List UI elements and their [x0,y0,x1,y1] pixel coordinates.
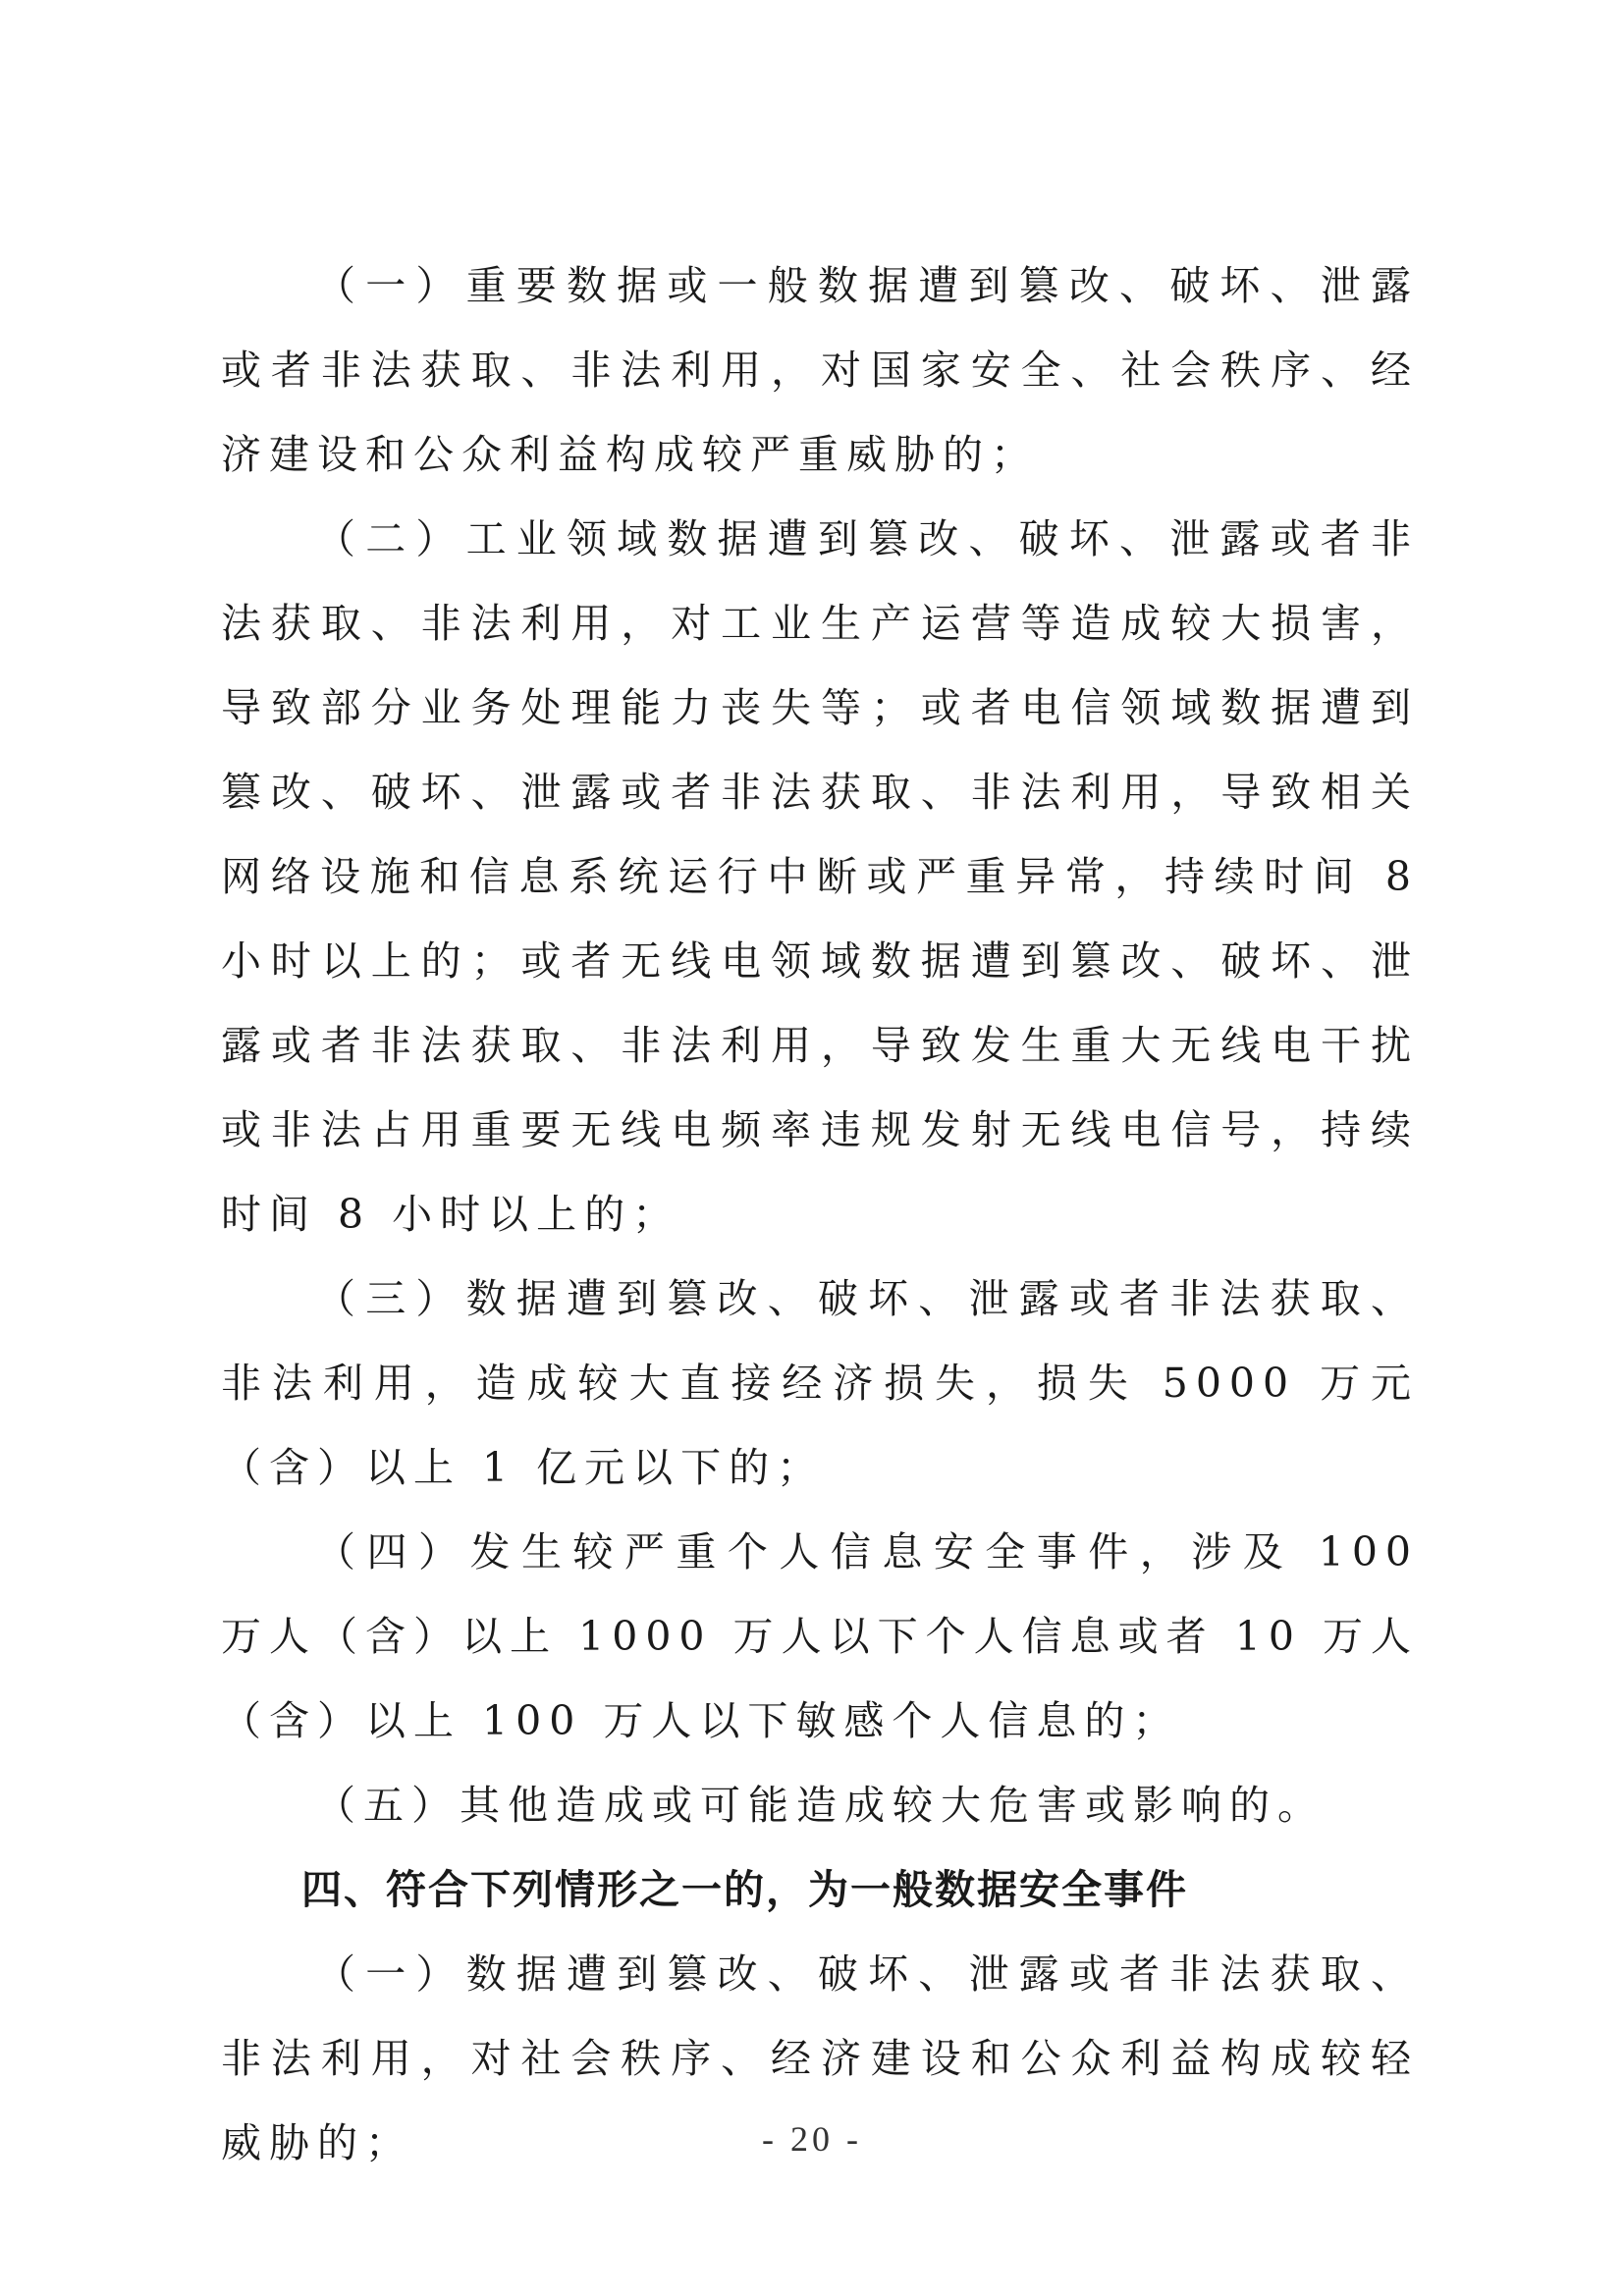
page-number: - 20 - [762,2119,862,2159]
paragraph-5: （五）其他造成或可能造成较大危害或影响的。 [315,1782,1326,1829]
section-paragraph-1: （一）数据遭到篡改、破坏、泄露或者非法获取、非法利用，对社会秩序、经济建设和公众利益构成较轻威胁的； [221,1950,1419,2166]
paragraph-3: （三）数据遭到篡改、破坏、泄露或者非法获取、非法利用，造成较大直接经济损失，损失 5000 万元（含）以上 1 亿元以下的； [221,1275,1419,1491]
paragraph-2: （二）工业领域数据遭到篡改、破坏、泄露或者非法获取、非法利用，对工业生产运营等造成较大损害，导致部分业务处理能力丧失等；或者电信领域数据遭到篡改、破坏、泄露或者非法获取、非法利用，导致相关网络设施和信息系统运行中断或严重异常，持续时间 8 小时以上的；或者无线电领域数据遭到篡改、破坏、泄露或者非法获取、非法利用，导致发生重大无线电干扰或非法占用重要无线电频率违规发射无线电信号，持续时间 8 小时以上的； [221,515,1419,1238]
paragraph-1: （一）重要数据或一般数据遭到篡改、破坏、泄露或者非法获取、非法利用，对国家安全、社会秩序、经济建设和公众利益构成较严重威胁的； [221,262,1419,478]
document-body [221,243,1419,2185]
paragraph-4: （四）发生较严重个人信息安全事件，涉及 100 万人（含）以上 1000 万人以下个人信息或者 10 万人（含）以上 100 万人以下敏感个人信息的； [221,1528,1419,1744]
section-heading: 四、符合下列情形之一的，为一般数据安全事件 [301,1866,1188,1913]
